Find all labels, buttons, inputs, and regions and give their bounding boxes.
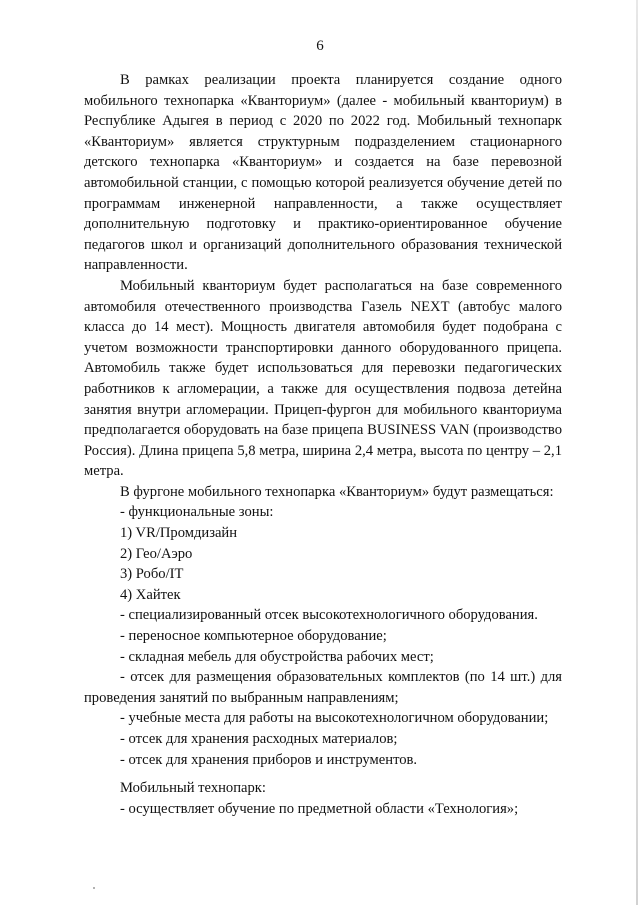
list-item-zone-robo: 3) Робо/IT: [120, 566, 184, 583]
list-item-tools-storage: - отсек для хранения приборов и инструментов.: [120, 751, 418, 768]
document-body: [84, 70, 562, 819]
list-item-zone-vr: 1) VR/Промдизайн: [120, 525, 238, 542]
paragraph-vehicle-description: Мобильный кванториум будет располагаться на базе современного автомобиля отечественного производства Газель NEXT (автобус малого класса до 14 мест). Мощность двигателя автомобиля будет подобрана с учетом возможности транспортировки данного оборудованного прицепа. Автомобиль также будет использоваться для перевозки педагогических работников к агломерации, а также для осуществления подвоза детейна занятия внутри агломерации. Прицеп-фургон для мобильного кванториума предполагается оборудовать на базе прицепа BUSINESS VAN (производство Россия). Длина прицепа 5,8 метра, ширина 2,4 метра, высота по центру – 2,1 метра.: [84, 277, 562, 480]
list-item-functional-zones: - функциональные зоны:: [120, 504, 274, 521]
paragraph-project-intro: В рамках реализации проекта планируется создание одного мобильного технопарка «Кванториум» (далее - мобильный кванториум) в Республике Адыгея в период с 2020 по 2022 год. Мобильный технопарк «Кванториум» является структурным подразделением стационарного детского технопарка «Кванториум» и создается на базе перевозной автомобильной станции, с помощью которой реализуется обучение детей по программам инженерной направленности, а также осуществляет дополнительную подготовку и практико-ориентированное обучение педагогов школ и организаций дополнительного образования технической направленности.: [84, 72, 562, 274]
list-item-zone-geo: 2) Гео/Аэро: [120, 545, 193, 562]
list-item-zone-hitech: 4) Хайтек: [120, 586, 181, 603]
list-item-hightech-compartment: - специализированный отсек высокотехнологичного оборудования.: [120, 607, 538, 624]
scan-speck: [93, 887, 95, 889]
page-number: 6: [316, 38, 324, 54]
list-item-materials-storage: - отсек для хранения расходных материалов;: [120, 731, 398, 747]
scan-edge-shadow: [636, 0, 638, 905]
list-item-study-places: - учебные места для работы на высокотехнологичном оборудовании;: [120, 710, 549, 727]
list-item-folding-furniture: - складная мебель для обустройства рабочих мест;: [120, 648, 434, 665]
paragraph-mobile-technopark-heading: Мобильный технопарк:: [120, 780, 266, 797]
list-item-technology-training: - осуществляет обучение по предметной области «Технология»;: [120, 800, 519, 817]
list-item-portable-computers: - переносное компьютерное оборудование;: [120, 628, 387, 645]
paragraph-van-placement: В фургоне мобильного технопарка «Кванториум» будут размещаться:: [120, 483, 554, 500]
list-item-kits-compartment: - отсек для размещения образовательных комплектов (по 14 шт.) для проведения занятий по выбранным направлениям;: [84, 669, 562, 706]
